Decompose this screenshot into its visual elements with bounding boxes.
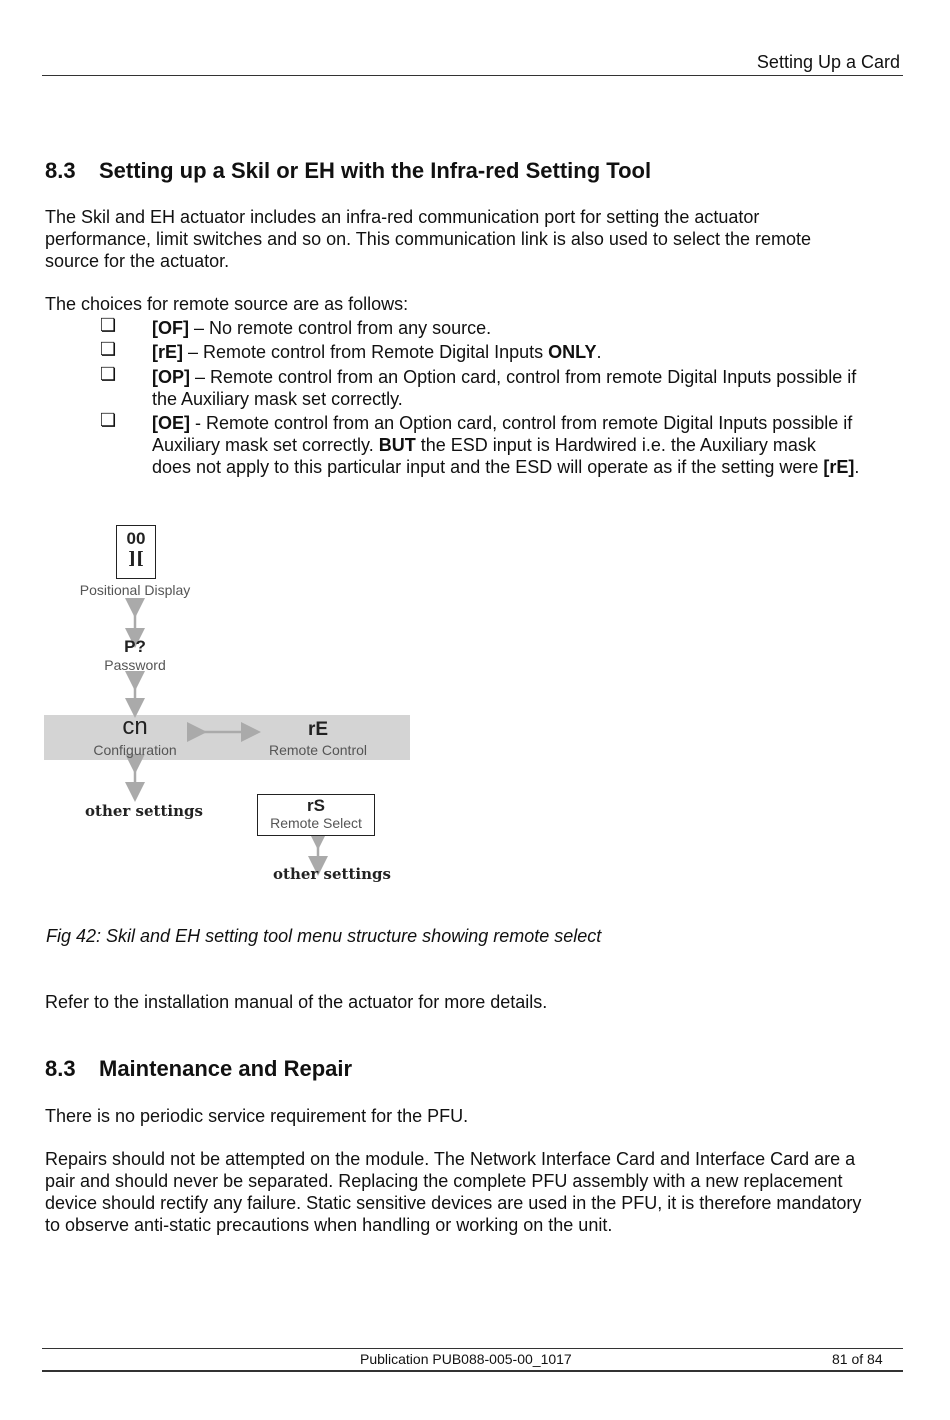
display-top-digits: 00	[126, 529, 146, 548]
bullet-text: .	[854, 457, 860, 477]
bullet-text: the ESD input is Hardwired i.e. the Auxiliary mask	[415, 435, 816, 455]
bullet-of	[152, 317, 912, 339]
bullet-text: the Auxiliary mask set correctly.	[152, 389, 403, 409]
footer-rule-top	[42, 1348, 903, 1349]
running-header: Setting Up a Card	[756, 52, 900, 72]
bullet-text: Auxiliary mask set correctly.	[152, 435, 379, 455]
display-bottom-digits: ][	[127, 549, 145, 569]
positional-display-label: Positional Display	[79, 582, 191, 598]
intro-line: The Skil and EH actuator includes an infra-red communication port for setting the actuator	[45, 207, 760, 227]
bullet-strong: BUT	[378, 435, 416, 455]
checkbox-bullet-icon: ❏	[100, 339, 117, 360]
bullet-text: does not apply to this particular input and the ESD will operate as if the setting were	[152, 457, 824, 477]
checkbox-bullet-icon: ❏	[100, 315, 117, 336]
footer-publication: Publication PUB088-005-00_1017	[360, 1351, 572, 1367]
repair-paragraph	[45, 1148, 910, 1236]
remote-select-label: Remote Select	[270, 815, 362, 831]
bullet-text: – Remote control from an Option card, control from remote Digital Inputs possible if	[195, 367, 857, 387]
configuration-code: cn	[122, 713, 148, 740]
section-title: Setting up a Skil or EH with the Infra-red Setting Tool	[99, 158, 652, 183]
bullet-tail: .	[596, 342, 602, 362]
section-heading	[45, 158, 651, 184]
remote-select-box	[257, 794, 375, 836]
repair-line: pair and should never be separated. Replacing the complete PFU assembly with a new replacement	[45, 1171, 843, 1191]
bullet-re	[152, 341, 912, 363]
figure-caption: Fig 42: Skil and EH setting tool menu structure showing remote select	[46, 926, 602, 946]
password-code: P?	[124, 637, 146, 656]
intro-line: source for the actuator.	[45, 251, 230, 271]
footer-rule-bottom	[42, 1370, 903, 1372]
other-settings-left: other settings	[85, 802, 203, 820]
configuration-label: Configuration	[93, 742, 177, 758]
remote-control-code: rE	[307, 719, 329, 740]
section-number: 8.3	[45, 158, 76, 183]
bullet-code: [OF]	[152, 318, 189, 338]
checkbox-bullet-icon: ❏	[100, 364, 117, 385]
bullet-text: - Remote control from an Option card, control from remote Digital Inputs possible if	[195, 413, 853, 433]
bullet-text: – No remote control from any source.	[194, 318, 492, 338]
section-number: 8.3	[45, 1056, 76, 1081]
bullet-code: [OE]	[152, 413, 190, 433]
intro-paragraph	[45, 206, 910, 272]
checkbox-bullet-icon: ❏	[100, 410, 117, 431]
bullet-strong: [rE]	[823, 457, 855, 477]
section-heading	[45, 1056, 352, 1082]
header-rule	[42, 75, 903, 76]
choices-intro: The choices for remote source are as follows:	[45, 294, 409, 314]
bullet-oe	[152, 412, 912, 478]
service-paragraph: There is no periodic service requirement for the PFU.	[45, 1106, 469, 1126]
bullet-op	[152, 366, 912, 410]
intro-line: performance, limit switches and so on. This communication link is also used to select the remote	[45, 229, 812, 249]
bullet-text: – Remote control from Remote Digital Inputs	[188, 342, 549, 362]
menu-structure-diagram	[44, 520, 414, 890]
bullet-code: [rE]	[152, 342, 183, 362]
remote-select-code: rS	[307, 796, 325, 815]
refer-paragraph: Refer to the installation manual of the actuator for more details.	[45, 992, 548, 1012]
bullet-strong: ONLY	[548, 342, 597, 362]
bullet-code: [OP]	[152, 367, 190, 387]
remote-control-label: Remote Control	[268, 742, 368, 758]
other-settings-right: other settings	[273, 865, 391, 883]
footer-page-number: 81 of 84	[832, 1351, 883, 1367]
repair-line: device should rectify any failure. Static sensitive devices are used in the PFU, it is therefore mandatory	[45, 1193, 862, 1213]
repair-line: Repairs should not be attempted on the module. The Network Interface Card and Interface Card are a	[45, 1149, 856, 1169]
repair-line: to observe anti-static precautions when handling or working on the unit.	[45, 1215, 613, 1235]
section-title: Maintenance and Repair	[99, 1056, 353, 1081]
password-label: Password	[104, 657, 166, 673]
